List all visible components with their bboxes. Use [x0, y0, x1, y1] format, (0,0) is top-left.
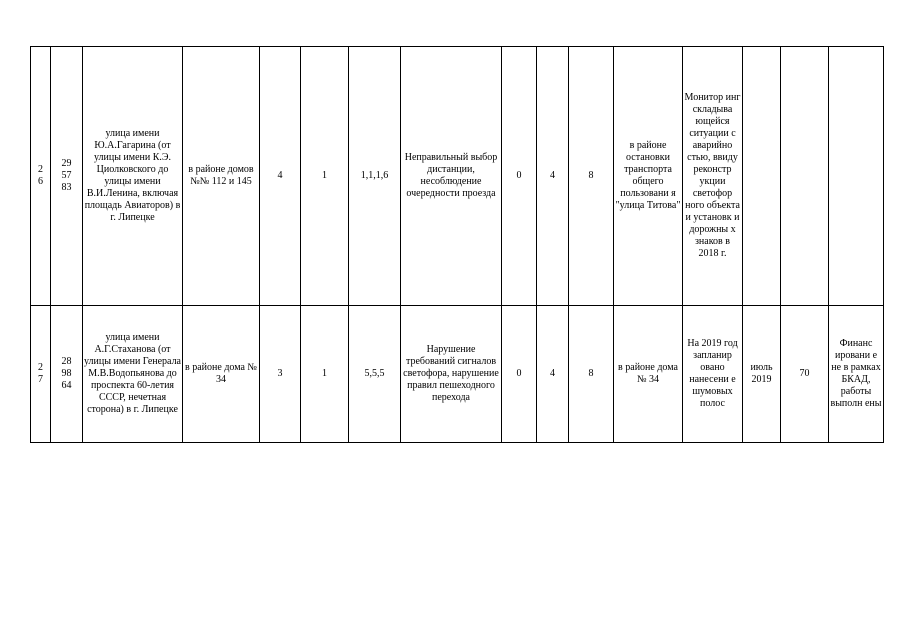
value-cell-10: 8 [569, 306, 614, 443]
road-code: 295783 [61, 158, 72, 193]
measure-cell: Монитор инг складыва ющейся ситуации с аварийно стью, ввиду реконстр укции светофор ного объекта и установк и дорожны х знаков в 2018 г. [683, 47, 743, 306]
value-cell-9: 4 [537, 47, 569, 306]
cause-cell: Нарушение требований сигналов светофора, нарушение правил пешеходного перехода [401, 306, 502, 443]
row-number: 26 [38, 164, 43, 187]
term-cell [743, 47, 781, 306]
value-cell-14: 70 [781, 306, 829, 443]
road-code: 289864 [61, 356, 72, 391]
code-cell [51, 47, 83, 306]
measure-cell: На 2019 год запланир овано нанесени е шумовых полос [683, 306, 743, 443]
row-number: 27 [38, 362, 43, 385]
value-cell-8: 0 [502, 306, 537, 443]
row-number-cell [31, 47, 51, 306]
table-row [31, 47, 884, 306]
table-row [31, 306, 884, 443]
accident-sites-table [30, 46, 884, 443]
street-cell: улица имени Ю.А.Гагарина (от улицы имени К.Э. Циолковского до улицы имени В.И.Ленина, включая площадь Авиаторов) в г. Липецке [83, 47, 183, 306]
value-cell-10: 8 [569, 47, 614, 306]
location-cell: в районе домов №№ 112 и 145 [183, 47, 260, 306]
value-cell-8: 0 [502, 47, 537, 306]
killed-count-cell: 1 [301, 47, 349, 306]
street-cell: улица имени А.Г.Стаханова (от улицы имени Генерала М.В.Водопьянова до проспекта 60-летия СССР, нечетная сторона) в г. Липецке [83, 306, 183, 443]
note-cell [829, 47, 884, 306]
row-number-cell [31, 306, 51, 443]
injured-list-cell: 1,1,1,6 [349, 47, 401, 306]
location-cell: в районе дома № 34 [183, 306, 260, 443]
killed-count-cell: 1 [301, 306, 349, 443]
note-cell: Финанс ировани е не в рамках БКАД, работы выполн ены [829, 306, 884, 443]
object-cell: в районе дома № 34 [614, 306, 683, 443]
cause-cell: Неправильный выбор дистанции, несоблюдение очередности проезда [401, 47, 502, 306]
injured-list-cell: 5,5,5 [349, 306, 401, 443]
value-cell-9: 4 [537, 306, 569, 443]
accidents-count-cell: 3 [260, 306, 301, 443]
accidents-count-cell: 4 [260, 47, 301, 306]
code-cell [51, 306, 83, 443]
object-cell: в районе остановки транспорта общего пользовани я "улица Титова" [614, 47, 683, 306]
term-cell: июль 2019 [743, 306, 781, 443]
value-cell-14 [781, 47, 829, 306]
